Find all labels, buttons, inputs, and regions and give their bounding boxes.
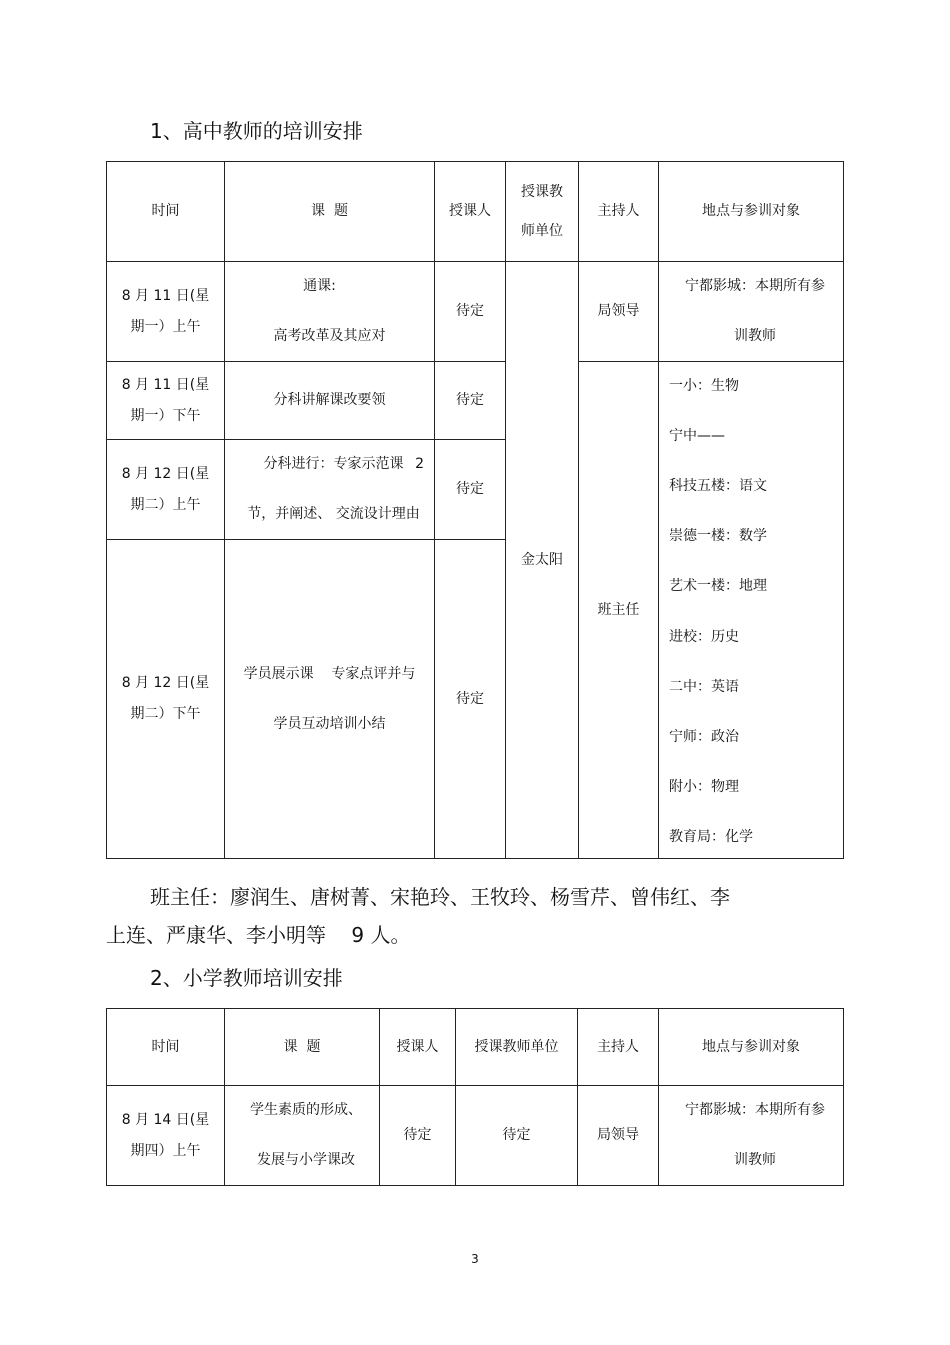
header-time: 时间 <box>107 1009 225 1086</box>
location-item: 艺术一楼：地理 <box>669 578 767 595</box>
row3-teacher: 待定 <box>435 440 506 540</box>
p-row1-time <box>107 1086 225 1186</box>
page-number: 3 <box>471 1252 479 1266</box>
location-item: 崇德一楼：数学 <box>669 528 767 545</box>
p-row1-location-line2: 训教师 <box>734 1152 776 1168</box>
header-teacher-unit <box>506 162 579 262</box>
table-row <box>107 362 844 440</box>
location-item: 附小：物理 <box>669 778 739 795</box>
row2-teacher: 待定 <box>435 362 506 440</box>
merged-host: 班主任 <box>579 362 659 859</box>
row1-topic <box>225 262 435 362</box>
p-row1-location <box>659 1086 844 1186</box>
row1-time-line1: 8 月 11 日(星 <box>121 287 210 304</box>
table-row <box>107 1086 844 1186</box>
p-row1-time-line2: 期四）上午 <box>130 1142 201 1159</box>
p-row1-topic <box>225 1086 380 1186</box>
row2-time-line2: 期一）下午 <box>130 407 201 424</box>
header-topic: 课 题 <box>225 162 435 262</box>
row4-topic-line1: 学员展示课 专家点评并与 <box>243 665 416 682</box>
location-item: 科技五楼：语文 <box>669 478 767 495</box>
row4-topic <box>225 540 435 859</box>
location-item: 宁中—— <box>669 428 725 445</box>
p-row1-location-line1: 宁都影城：本期所有参 <box>685 1102 825 1118</box>
row1-location-line2: 训教师 <box>734 328 776 344</box>
row3-time-line2: 期二）上午 <box>130 496 201 513</box>
paragraph-line2: 上连、严康华、李小明等 9 人。 <box>106 923 411 947</box>
header-teacher: 授课人 <box>435 162 506 262</box>
location-item: 教育局：化学 <box>669 828 753 845</box>
header-host: 主持人 <box>579 162 659 262</box>
row2-time <box>107 362 225 440</box>
primary-school-schedule-table <box>106 1008 844 1186</box>
row1-location-line1: 宁都影城：本期所有参 <box>685 278 825 294</box>
row2-time-line1: 8 月 11 日(星 <box>121 376 210 393</box>
row1-host: 局领导 <box>579 262 659 362</box>
p-row1-teacher: 待定 <box>380 1086 456 1186</box>
location-item: 一小：生物 <box>669 378 739 394</box>
row4-time-line1: 8 月 12 日(星 <box>121 675 210 692</box>
header-location: 地点与参训对象 <box>659 1009 844 1086</box>
high-school-schedule-table <box>106 161 844 859</box>
row3-topic-line2: 节，并阐述、 交流设计理由 <box>247 506 420 523</box>
header-host: 主持人 <box>578 1009 659 1086</box>
row3-topic-num: 2 <box>415 456 424 473</box>
header-unit-line2: 师单位 <box>521 222 563 239</box>
row1-location <box>659 262 844 362</box>
row1-time-line2: 期一）上午 <box>130 318 201 335</box>
merged-teacher-unit: 金太阳 <box>506 262 579 859</box>
table-row <box>107 262 844 362</box>
head-teacher-paragraph <box>106 878 843 954</box>
row1-topic-line1: 通课: <box>303 278 336 294</box>
row3-topic-line1: 分科进行：专家示范课 <box>263 456 404 473</box>
row4-time <box>107 540 225 859</box>
table-header-row <box>107 162 844 262</box>
p-row1-time-line1: 8 月 14 日(星 <box>121 1111 210 1128</box>
p-row1-topic-line2: 发展与小学课改 <box>257 1152 355 1168</box>
header-teacher: 授课人 <box>380 1009 456 1086</box>
row3-topic <box>225 440 435 540</box>
location-item: 进校：历史 <box>669 628 739 645</box>
header-location: 地点与参训对象 <box>659 162 844 262</box>
row4-topic-line2: 学员互动培训小结 <box>273 715 386 732</box>
location-item: 宁师：政治 <box>669 728 739 745</box>
row4-teacher: 待定 <box>435 540 506 859</box>
p-row1-topic-line1: 学生素质的形成、 <box>250 1102 362 1118</box>
p-row1-host: 局领导 <box>578 1086 659 1186</box>
row3-time <box>107 440 225 540</box>
location-item: 二中：英语 <box>669 678 739 695</box>
section2-title: 2、小学教师培训安排 <box>150 966 343 990</box>
p-row1-unit: 待定 <box>456 1086 578 1186</box>
row3-topic-line1-wrap <box>233 452 434 477</box>
section1-title: 1、高中教师的培训安排 <box>150 119 363 143</box>
header-teacher-unit: 授课教师单位 <box>456 1009 578 1086</box>
row4-time-line2: 期二）下午 <box>130 706 201 723</box>
table-header-row <box>107 1009 844 1086</box>
row3-time-line1: 8 月 12 日(星 <box>121 465 210 482</box>
header-unit-line1: 授课教 <box>521 183 563 200</box>
header-time: 时间 <box>107 162 225 262</box>
merged-location-list <box>659 362 844 859</box>
row1-time <box>107 262 225 362</box>
location-list <box>659 362 843 858</box>
row1-teacher: 待定 <box>435 262 506 362</box>
row2-topic: 分科讲解课改要领 <box>225 362 435 440</box>
paragraph-line1: 班主任：廖润生、唐树菁、宋艳玲、王牧玲、杨雪芹、曾伟红、李 <box>150 885 730 909</box>
row1-topic-line2: 高考改革及其应对 <box>273 328 386 344</box>
header-topic: 课 题 <box>225 1009 380 1086</box>
